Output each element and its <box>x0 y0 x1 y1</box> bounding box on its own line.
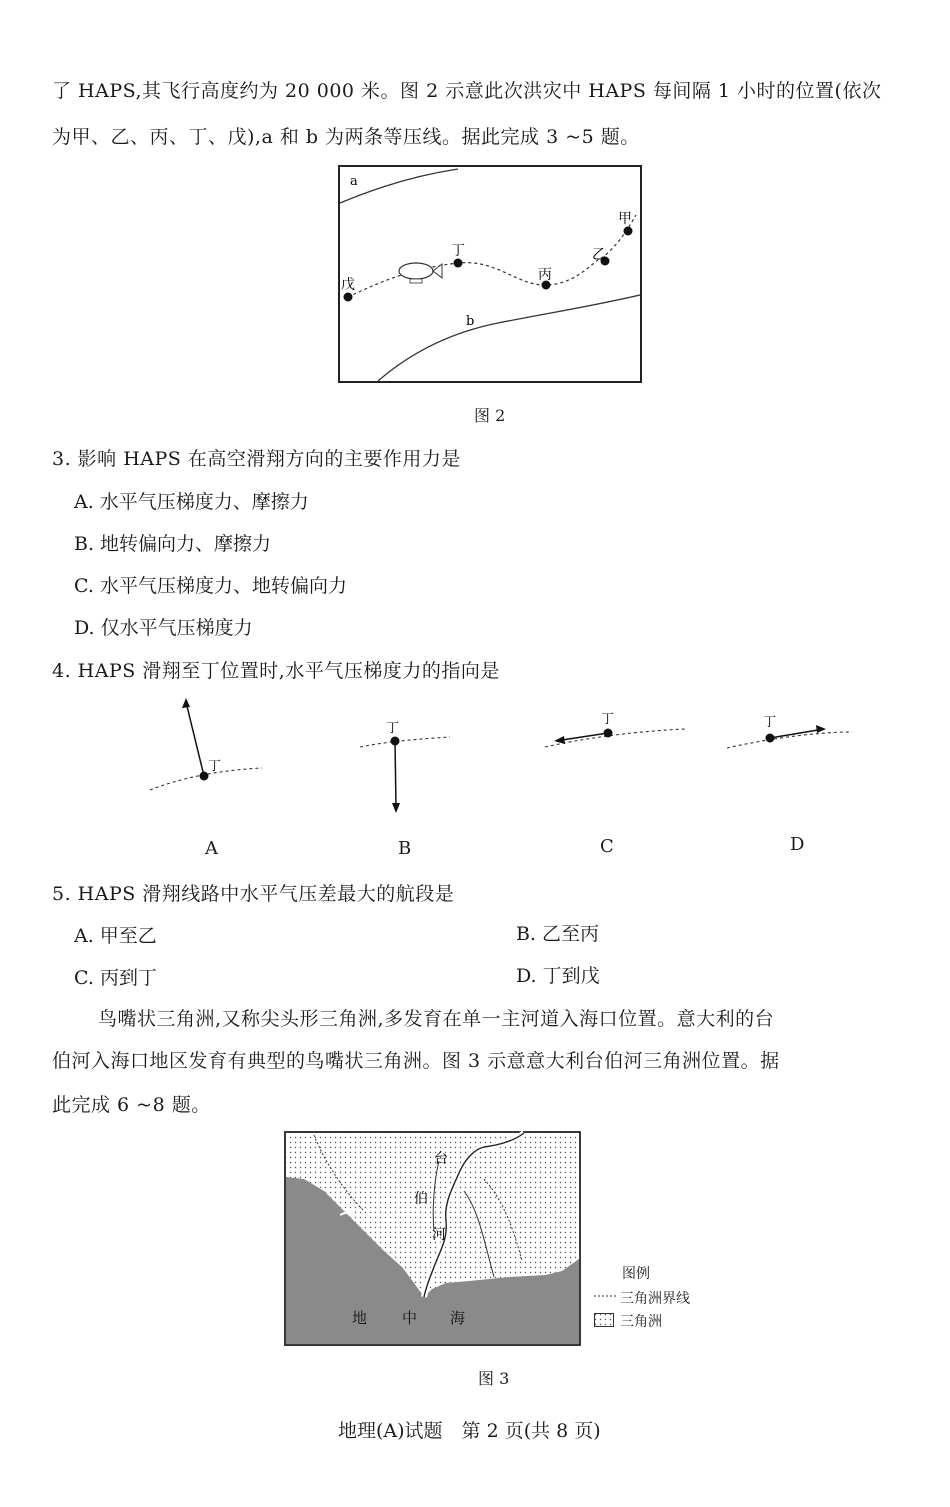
sea-char-2: 中 <box>402 1309 418 1327</box>
q3-option-a: A. 水平气压梯度力、摩擦力 <box>74 491 309 513</box>
q5-option-b: B. 乙至丙 <box>516 923 600 945</box>
river-char-1: 台 <box>434 1151 448 1167</box>
q4-diagram-b <box>355 715 455 815</box>
figure-3-caption: 图 3 <box>478 1369 510 1388</box>
q4-stem: 4. HAPS 滑翔至丁位置时,水平气压梯度力的指向是 <box>52 660 500 682</box>
q4-d-point-label: 丁 <box>763 715 777 730</box>
point-ding <box>454 259 463 268</box>
q4-c-point <box>604 729 613 738</box>
legend-title: 图例 <box>622 1266 650 1282</box>
figure-2-caption: 图 2 <box>474 406 506 425</box>
q4-choice-c: C <box>600 836 614 857</box>
figure-2-map <box>338 165 642 383</box>
q3-stem: 3. 影响 HAPS 在高空滑翔方向的主要作用力是 <box>52 448 461 470</box>
point-wu <box>344 293 353 302</box>
intro-line-2: 为甲、乙、丙、丁、戊),a 和 b 为两条等压线。据此完成 3 ~5 题。 <box>52 126 640 148</box>
q3-option-d: D. 仅水平气压梯度力 <box>74 617 253 639</box>
intro-line-1: 了 HAPS,其飞行高度约为 20 000 米。图 2 示意此次洪灾中 HAPS 每间隔 1 小时的位置(依次 <box>52 80 882 102</box>
q3-option-c: C. 水平气压梯度力、地转偏向力 <box>74 575 347 597</box>
point-jia-label: 甲 <box>618 211 632 227</box>
legend-delta-swatch <box>594 1313 614 1327</box>
q5-option-c: C. 丙到丁 <box>74 967 157 989</box>
point-wu-label: 戊 <box>341 277 355 293</box>
q4-diagram-c <box>540 705 690 755</box>
q4-diagram-a <box>140 690 270 800</box>
isobar-b-label: b <box>466 314 475 329</box>
q4-b-point <box>391 737 400 746</box>
passage2-line-2: 伯河入海口地区发育有典型的鸟嘴状三角洲。图 3 示意意大利台伯河三角洲位置。据 <box>52 1050 780 1072</box>
passage2-line-3: 此完成 6 ~8 题。 <box>52 1094 211 1116</box>
page-footer: 地理(A)试题 第 2 页(共 8 页) <box>338 1420 601 1442</box>
point-jia <box>624 227 633 236</box>
point-bing-label: 丙 <box>538 267 552 283</box>
passage2-line-1: 鸟嘴状三角洲,又称尖头形三角洲,多发育在单一主河道入海口位置。意大利的台 <box>98 1008 775 1030</box>
q4-choice-a: A <box>205 838 218 859</box>
point-ding-label: 丁 <box>451 243 465 259</box>
isobar-a-label: a <box>350 174 358 189</box>
q4-b-arrow <box>395 741 396 807</box>
figure-2-frame <box>339 166 641 382</box>
river-char-2: 伯 <box>414 1191 428 1207</box>
point-yi-label: 乙 <box>592 247 606 263</box>
q4-diagram-d <box>722 710 857 760</box>
q4-choice-b: B <box>398 838 412 859</box>
legend-boundary-swatch <box>594 1292 618 1300</box>
q4-b-point-label: 丁 <box>386 721 400 736</box>
q4-choice-d: D <box>790 834 805 855</box>
river-char-3: 河 <box>432 1227 446 1243</box>
q4-d-point <box>766 734 775 743</box>
q4-c-arrow <box>562 733 608 740</box>
sea-char-1: 地 <box>352 1309 368 1327</box>
q4-a-arrow <box>186 702 204 776</box>
legend-delta-label: 三角洲 <box>620 1314 662 1330</box>
q5-option-d: D. 丁到戊 <box>516 965 600 987</box>
q5-stem: 5. HAPS 滑翔线路中水平气压差最大的航段是 <box>52 883 455 905</box>
sea-char-3: 海 <box>450 1309 466 1327</box>
q4-c-point-label: 丁 <box>601 712 615 727</box>
q5-option-a: A. 甲至乙 <box>74 925 157 947</box>
legend-boundary-label: 三角洲界线 <box>620 1291 690 1307</box>
q4-a-point-label: 丁 <box>208 759 222 774</box>
q3-option-b: B. 地转偏向力、摩擦力 <box>74 533 272 555</box>
figure-3-map <box>284 1131 581 1346</box>
